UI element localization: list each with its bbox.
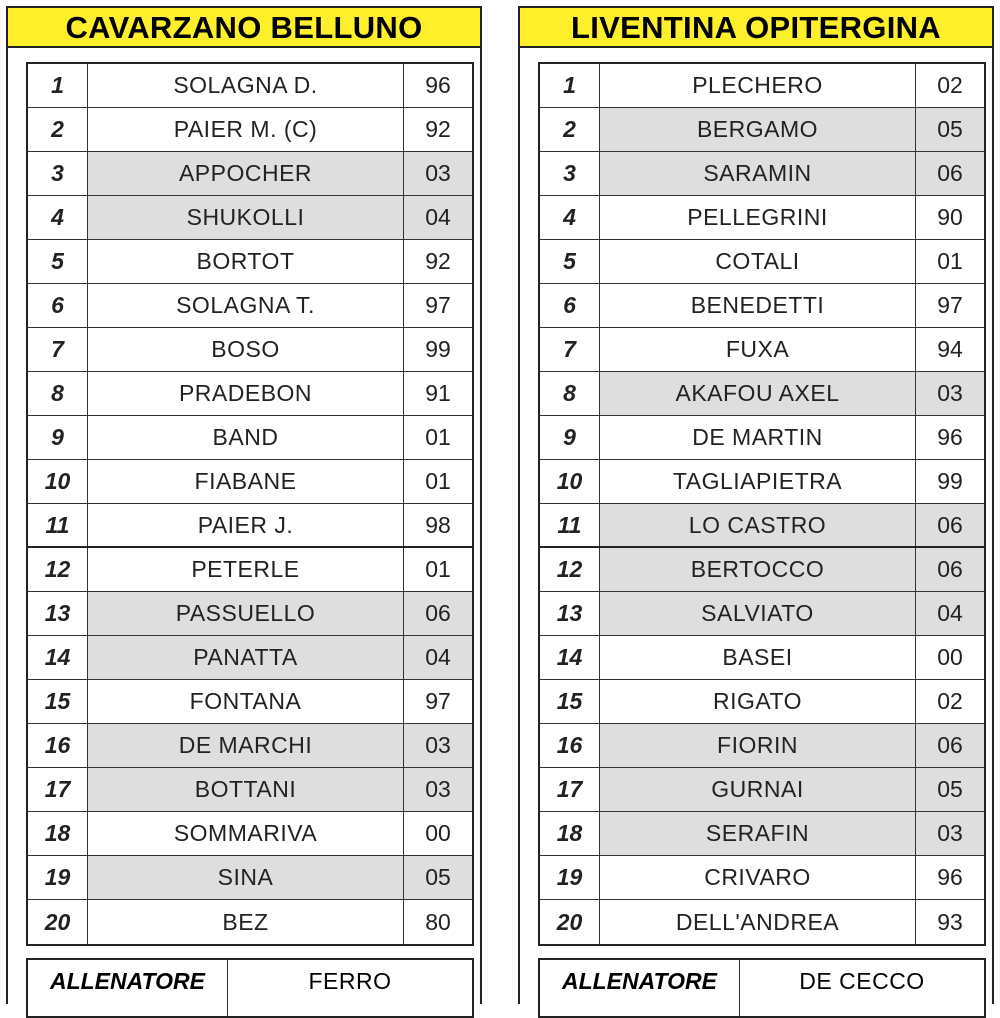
player-year: 99 <box>937 468 963 494</box>
player-name: TAGLIAPIETRA <box>600 460 916 503</box>
coach-row <box>26 958 474 1018</box>
player-name: FIABANE <box>88 460 404 503</box>
player-year: 01 <box>937 248 963 274</box>
table-row <box>28 152 472 196</box>
player-year: 00 <box>425 820 451 846</box>
player-year: 94 <box>937 336 963 362</box>
player-year: 03 <box>404 768 472 811</box>
table-row <box>540 284 984 328</box>
player-name: SOMMARIVA <box>88 812 404 855</box>
team-name-header: CAVARZANO BELLUNO <box>6 6 482 48</box>
player-number: 16 <box>540 724 600 767</box>
player-number: 19 <box>540 856 600 899</box>
player-year: 03 <box>916 812 984 855</box>
table-row <box>540 768 984 812</box>
player-name: BASEI <box>600 636 916 679</box>
player-name: PRADEBON <box>88 372 404 415</box>
player-number: 4 <box>28 196 88 239</box>
player-year: 93 <box>937 908 963 935</box>
player-name: RIGATO <box>600 680 916 723</box>
player-number: 10 <box>540 460 600 503</box>
player-name: FONTANA <box>88 680 404 723</box>
player-name: DELL'ANDREA <box>600 900 916 944</box>
player-year: 96 <box>425 72 451 98</box>
roster-table <box>26 62 474 946</box>
team-cavarzano-belluno <box>0 0 488 1000</box>
table-row <box>28 240 472 284</box>
player-year: 06 <box>916 504 984 546</box>
player-year: 05 <box>916 768 984 811</box>
player-name: BERTOCCO <box>600 548 916 591</box>
player-name: BAND <box>88 416 404 459</box>
player-number: 15 <box>28 680 88 723</box>
table-row <box>28 284 472 328</box>
roster-table <box>538 62 986 946</box>
player-number: 2 <box>28 108 88 151</box>
player-year: 06 <box>916 152 984 195</box>
table-row <box>540 152 984 196</box>
table-row <box>28 504 472 548</box>
player-number: 5 <box>28 240 88 283</box>
player-name: GURNAI <box>600 768 916 811</box>
player-name: DE MARTIN <box>600 416 916 459</box>
player-number: 15 <box>540 680 600 723</box>
coach-row <box>538 958 986 1018</box>
player-year: 01 <box>425 556 451 582</box>
table-row <box>540 592 984 636</box>
table-row <box>540 548 984 592</box>
player-year: 97 <box>425 292 451 318</box>
player-name: SHUKOLLI <box>88 196 404 239</box>
player-name: PLECHERO <box>600 64 916 107</box>
player-number: 12 <box>540 548 600 591</box>
player-number: 6 <box>28 284 88 327</box>
table-row <box>28 768 472 812</box>
table-row <box>540 416 984 460</box>
player-name: LO CASTRO <box>600 504 916 546</box>
table-row <box>540 724 984 768</box>
player-name: DE MARCHI <box>88 724 404 767</box>
player-name: BORTOT <box>88 240 404 283</box>
player-number: 3 <box>28 152 88 195</box>
player-year: 06 <box>916 724 984 767</box>
player-name: SARAMIN <box>600 152 916 195</box>
player-year: 01 <box>425 468 451 494</box>
player-year: 03 <box>404 152 472 195</box>
player-year: 02 <box>937 688 963 714</box>
player-number: 5 <box>540 240 600 283</box>
coach-name: DE CECCO <box>799 968 925 994</box>
table-row <box>28 460 472 504</box>
player-year: 03 <box>404 724 472 767</box>
player-name: PAIER J. <box>88 504 404 546</box>
player-name: SOLAGNA D. <box>88 64 404 107</box>
player-number: 13 <box>28 592 88 635</box>
player-name: COTALI <box>600 240 916 283</box>
player-year: 91 <box>425 380 451 406</box>
table-row <box>28 592 472 636</box>
player-number: 1 <box>28 64 88 107</box>
table-row <box>540 636 984 680</box>
player-year: 97 <box>937 292 963 318</box>
player-name: SINA <box>88 856 404 899</box>
player-number: 20 <box>540 900 600 944</box>
player-number: 12 <box>28 548 88 591</box>
player-year: 96 <box>937 424 963 450</box>
coach-name: FERRO <box>308 968 392 994</box>
player-year: 80 <box>425 908 451 935</box>
player-year: 04 <box>404 196 472 239</box>
player-year: 06 <box>404 592 472 635</box>
player-year: 06 <box>916 548 984 591</box>
player-number: 9 <box>28 416 88 459</box>
team-liventina-opitergina <box>512 0 1000 1000</box>
player-number: 10 <box>28 460 88 503</box>
player-number: 6 <box>540 284 600 327</box>
table-row <box>28 724 472 768</box>
team-name-header: LIVENTINA OPITERGINA <box>518 6 994 48</box>
player-year: 05 <box>404 856 472 899</box>
player-number: 7 <box>28 328 88 371</box>
player-number: 17 <box>28 768 88 811</box>
table-row <box>28 196 472 240</box>
table-row <box>540 328 984 372</box>
table-row <box>540 460 984 504</box>
table-row <box>28 416 472 460</box>
player-number: 2 <box>540 108 600 151</box>
player-name: PAIER M. (C) <box>88 108 404 151</box>
team-panel <box>518 48 994 1004</box>
table-row <box>540 812 984 856</box>
player-name: BEZ <box>88 900 404 944</box>
table-row <box>540 196 984 240</box>
player-number: 18 <box>28 812 88 855</box>
table-row <box>28 680 472 724</box>
player-name: APPOCHER <box>88 152 404 195</box>
player-number: 8 <box>540 372 600 415</box>
player-number: 18 <box>540 812 600 855</box>
player-number: 14 <box>28 636 88 679</box>
player-name: PETERLE <box>88 548 404 591</box>
player-number: 11 <box>28 504 88 546</box>
player-number: 19 <box>28 856 88 899</box>
player-year: 01 <box>425 424 451 450</box>
player-year: 98 <box>425 511 451 538</box>
player-number: 9 <box>540 416 600 459</box>
player-year: 97 <box>425 688 451 714</box>
player-name: BOSO <box>88 328 404 371</box>
player-name: CRIVARO <box>600 856 916 899</box>
player-year: 03 <box>916 372 984 415</box>
table-row <box>540 64 984 108</box>
player-name: FUXA <box>600 328 916 371</box>
player-number: 16 <box>28 724 88 767</box>
player-number: 20 <box>28 900 88 944</box>
table-row <box>28 856 472 900</box>
player-name: AKAFOU AXEL <box>600 372 916 415</box>
player-year: 96 <box>937 864 963 890</box>
player-number: 1 <box>540 64 600 107</box>
team-panel <box>6 48 482 1004</box>
player-number: 7 <box>540 328 600 371</box>
player-name: SERAFIN <box>600 812 916 855</box>
player-name: PANATTA <box>88 636 404 679</box>
table-row <box>28 328 472 372</box>
coach-label: ALLENATORE <box>540 960 740 1016</box>
player-name: FIORIN <box>600 724 916 767</box>
table-row <box>540 856 984 900</box>
player-year: 04 <box>916 592 984 635</box>
player-year: 05 <box>916 108 984 151</box>
table-row <box>540 108 984 152</box>
player-year: 02 <box>937 72 963 98</box>
table-row <box>540 372 984 416</box>
player-name: SOLAGNA T. <box>88 284 404 327</box>
player-number: 4 <box>540 196 600 239</box>
player-number: 3 <box>540 152 600 195</box>
player-year: 92 <box>425 116 451 142</box>
player-name: PASSUELLO <box>88 592 404 635</box>
player-number: 13 <box>540 592 600 635</box>
table-row <box>28 548 472 592</box>
player-year: 90 <box>937 204 963 230</box>
player-year: 00 <box>937 644 963 670</box>
table-row <box>540 900 984 944</box>
player-year: 92 <box>425 248 451 274</box>
coach-label: ALLENATORE <box>28 960 228 1016</box>
table-row <box>540 240 984 284</box>
player-name: BOTTANI <box>88 768 404 811</box>
player-name: BENEDETTI <box>600 284 916 327</box>
table-row <box>28 64 472 108</box>
table-row <box>28 900 472 944</box>
player-name: BERGAMO <box>600 108 916 151</box>
player-number: 8 <box>28 372 88 415</box>
player-name: SALVIATO <box>600 592 916 635</box>
table-row <box>28 636 472 680</box>
player-number: 14 <box>540 636 600 679</box>
player-number: 11 <box>540 504 600 546</box>
table-row <box>28 812 472 856</box>
table-row <box>540 504 984 548</box>
player-year: 04 <box>404 636 472 679</box>
table-row <box>28 372 472 416</box>
player-year: 99 <box>425 336 451 362</box>
player-name: PELLEGRINI <box>600 196 916 239</box>
table-row <box>540 680 984 724</box>
table-row <box>28 108 472 152</box>
player-number: 17 <box>540 768 600 811</box>
